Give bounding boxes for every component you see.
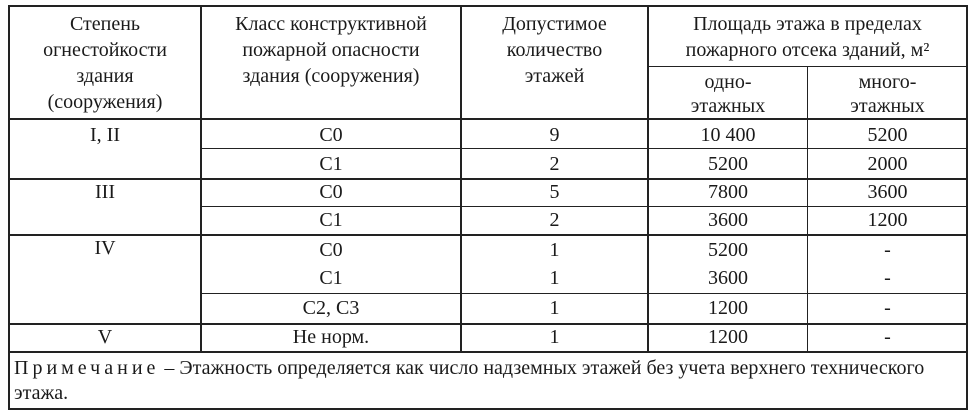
header-multi-line-2: этажных — [850, 95, 925, 117]
cell-degree: I, II — [90, 124, 120, 146]
cell-degree: III — [95, 181, 115, 203]
cell-floors: 1 — [549, 297, 560, 319]
cell-floors: 1 — [549, 326, 560, 348]
cell-degree: IV — [94, 237, 116, 259]
cell-floors: 9 — [549, 124, 560, 146]
cell-floors: 5 — [549, 181, 560, 203]
cell-class: С2, С3 — [302, 297, 360, 319]
cell-single: 7800 — [708, 181, 748, 203]
cell-class: С1 — [319, 267, 343, 289]
table-note — [14, 356, 964, 406]
header-multi-line-1: много- — [858, 71, 917, 93]
header-area-line-2: пожарного отсека зданий, м² — [685, 39, 930, 61]
cell-multi: - — [884, 297, 891, 319]
header-floors-line-1: Допустимое — [502, 13, 607, 35]
header-degree-line-2: огнестойкости — [43, 39, 167, 61]
rule-table-bottom — [8, 351, 966, 353]
cell-single: 1200 — [708, 326, 748, 348]
cell-single: 5200 — [708, 153, 748, 175]
note-text: – Этажность определяется как число надземных этажей без учета верхнего технического этажа. — [14, 357, 925, 404]
rule-header-bottom — [8, 118, 966, 120]
cell-multi: 2000 — [867, 153, 908, 175]
rule-row-6 — [200, 293, 966, 294]
rule-row-1 — [200, 148, 966, 149]
header-degree-line-3: здания — [76, 65, 134, 87]
header-floors-line-3: этажей — [524, 65, 585, 87]
cell-floors: 2 — [549, 209, 560, 231]
header-area-line-1: Площадь этажа в пределах — [693, 13, 922, 35]
cell-degree: V — [97, 326, 113, 348]
cell-class: С0 — [319, 239, 343, 261]
rule-col-4 — [807, 66, 808, 351]
cell-class: С1 — [319, 209, 343, 231]
cell-single: 1200 — [708, 297, 748, 319]
header-class-line-2: пожарной опасности — [242, 39, 420, 61]
note-label: Примечание — [14, 357, 160, 379]
header-degree-line-1: Степень — [69, 13, 141, 35]
header-single-line-2: этажных — [690, 95, 766, 117]
header-floors-line-2: количество — [506, 39, 603, 61]
cell-class: Не норм. — [292, 326, 370, 348]
cell-single: 3600 — [708, 209, 748, 231]
cell-single: 3600 — [708, 267, 748, 289]
header-degree-line-4: (сооружения) — [47, 91, 163, 113]
header-class-line-3: здания (сооружения) — [242, 65, 420, 87]
rule-top — [8, 5, 966, 7]
rule-note-bottom — [8, 408, 966, 410]
cell-multi: - — [884, 267, 891, 289]
cell-floors: 1 — [549, 239, 560, 261]
cell-floors: 1 — [549, 267, 560, 289]
cell-floors: 2 — [549, 153, 560, 175]
cell-single: 10 400 — [700, 124, 756, 146]
cell-multi: - — [884, 326, 891, 348]
rule-right — [966, 5, 968, 410]
cell-single: 5200 — [708, 239, 748, 261]
cell-class: С0 — [319, 124, 343, 146]
cell-multi: - — [884, 239, 891, 261]
header-class-line-1: Класс конструктивной — [235, 13, 427, 35]
rule-row-3 — [200, 206, 966, 207]
cell-class: С1 — [319, 153, 343, 175]
cell-multi: 3600 — [867, 181, 908, 203]
cell-multi: 1200 — [867, 209, 908, 231]
header-single-line-1: одно- — [704, 71, 752, 93]
cell-class: С0 — [319, 181, 343, 203]
cell-multi: 5200 — [867, 124, 908, 146]
